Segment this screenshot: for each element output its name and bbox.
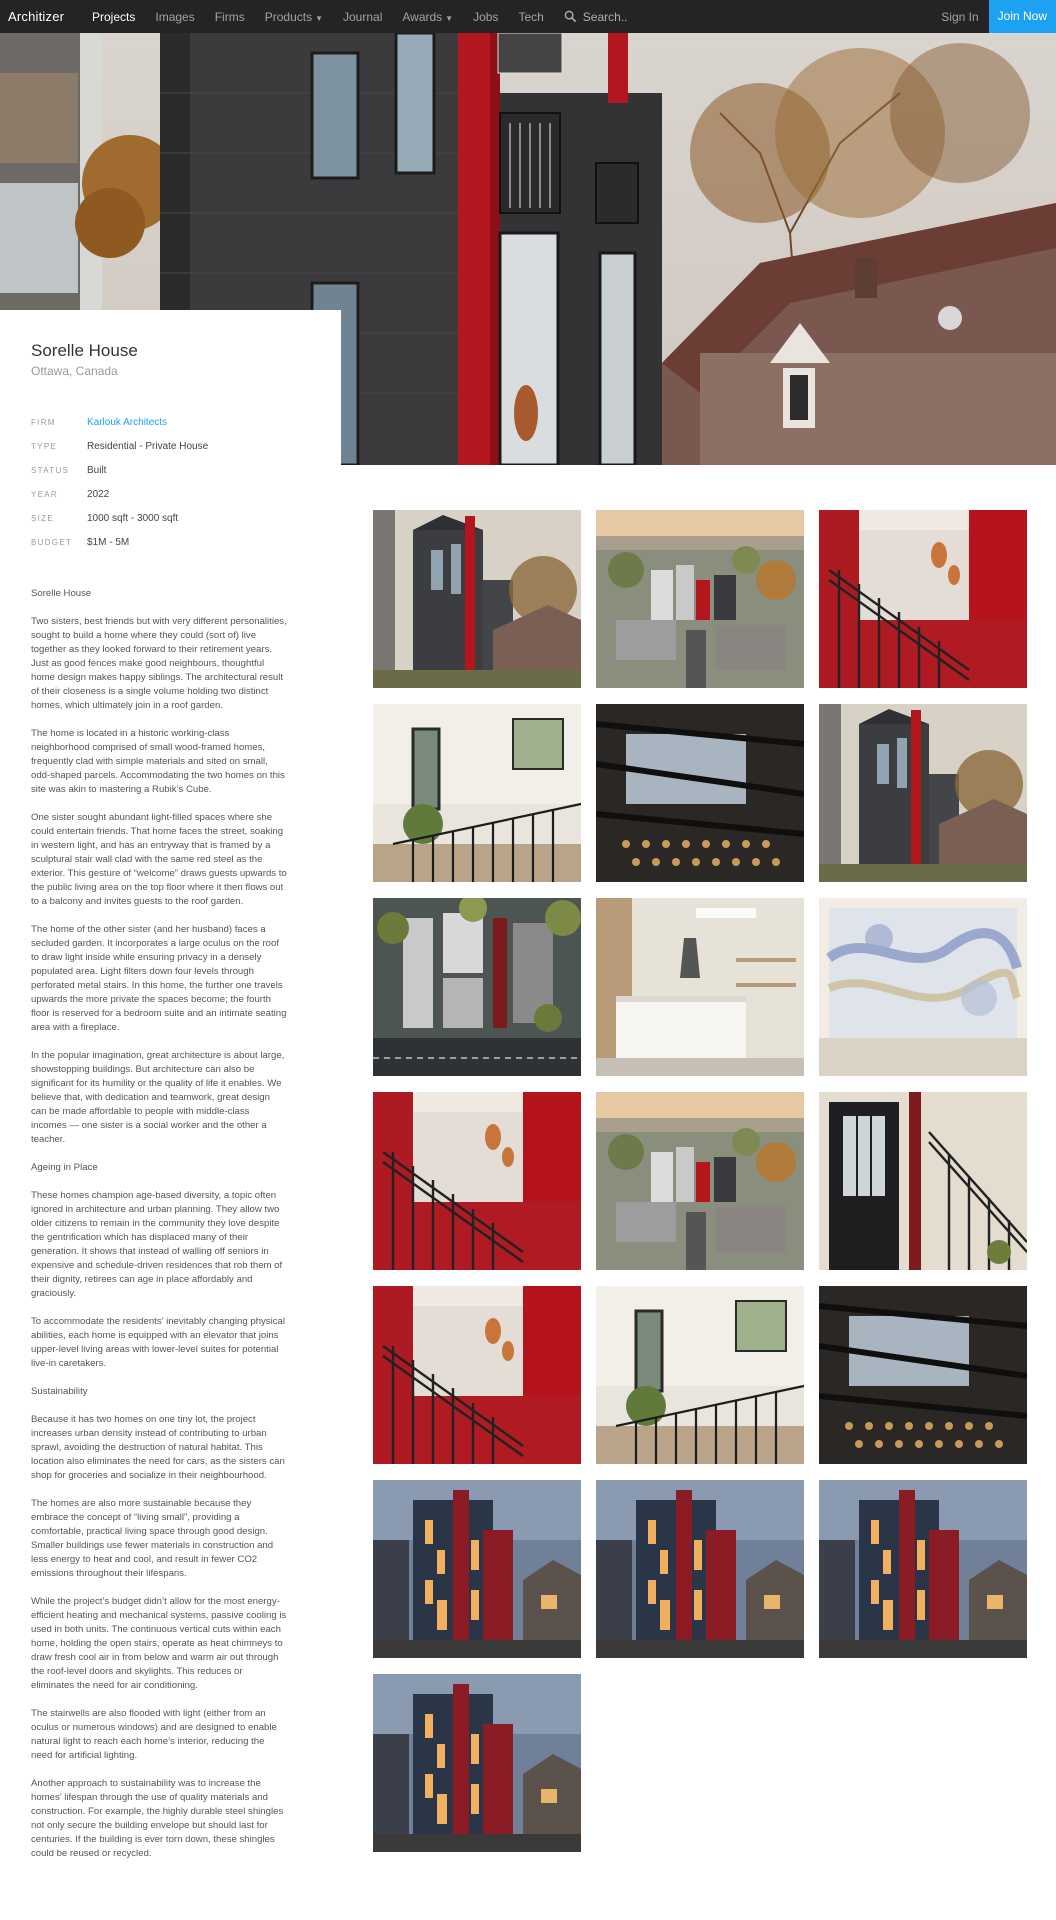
nav-item-tech[interactable] [518, 10, 543, 24]
nav-account [941, 0, 1056, 33]
meta-label: BUDGET [31, 537, 73, 547]
description-heading: Sorelle House [31, 588, 92, 599]
firm-link[interactable]: Karlouk Architects [87, 416, 168, 428]
top-nav [0, 0, 1056, 33]
photo-facade-dusk-2[interactable] [596, 1480, 804, 1658]
description-paragraph: These homes champion age-based diversity, a topic often ignored in architecture and urban planning. They allow two older citizens to remain in the community they love despite the gentrification which has displaced many of their generation. It shows that instead of walling off seniors in expensive and schedule-driven residences that rob them of their dignity, retirees can age in place affordably and graciously. [31, 1190, 283, 1299]
nav-item-label: Firms [214, 9, 245, 24]
description-paragraph: The stairwells are also flooded with light (either from an oculus or numerous windows) and are designed to enable natural light to reach each home’s interior, reducing the need for artificial lighting. [31, 1708, 277, 1761]
photo-aerial-neighborhood[interactable] [596, 510, 804, 688]
photo-image [373, 704, 581, 882]
description-paragraph: The home of the other sister (and her husband) faces a secluded garden. It incorporates a large oculus on the roof to draw light inside while ensuring privacy in a densely populated area. Light filters down four levels through perforated metal stairs. In this home, the further one travels upwards the more private the spaces become; the fourth floor is reserved for a bedroom suite and an intimate seating area with a fireplace. [31, 924, 287, 1033]
photo-stair-red-wall[interactable] [373, 1286, 581, 1464]
sign-in-link[interactable]: Sign In [941, 9, 979, 24]
description-paragraph: One sister sought abundant light-filled spaces where she could entertain friends. That home faces the street, soaking in western light, and has an entryway that is framed by a sculptural stair wall clad with the same red steel as the exterior. This gesture of “welcome” draws guests upwards to the public living area on the top floor where it then flows out to a balcony and invites guests to the roof garden. [31, 812, 287, 907]
photo-image [596, 898, 804, 1076]
photo-red-stair-wall[interactable] [819, 510, 1027, 688]
nav-item-journal[interactable] [343, 10, 382, 24]
photo-stair-shadow[interactable] [819, 1286, 1027, 1464]
nav-item-label: Jobs [473, 9, 499, 24]
photo-kitchen[interactable] [596, 898, 804, 1076]
photo-image [373, 510, 581, 688]
photo-wall-mural[interactable] [819, 898, 1027, 1076]
project-description [31, 587, 287, 1861]
nav-item-projects[interactable] [92, 10, 135, 24]
join-now-button[interactable]: Join Now [989, 0, 1056, 33]
nav-item-images[interactable] [155, 10, 194, 24]
description-paragraph: To accommodate the residents’ inevitably changing physical abilities, each home is equipped with an elevator that joins upper-level living areas with lower-level suites for potential live-in caretakers. [31, 1316, 286, 1369]
meta-label: FIRM [31, 417, 56, 427]
project-location: Ottawa, Canada [31, 364, 118, 378]
photo-image [373, 1480, 581, 1658]
photo-image [373, 1286, 581, 1464]
photo-image [819, 1286, 1027, 1464]
search-box[interactable] [564, 10, 703, 24]
photo-image [819, 1092, 1027, 1270]
photo-facade-dusk-4[interactable] [373, 1674, 581, 1852]
photo-image [596, 704, 804, 882]
photo-stair-landing[interactable] [373, 704, 581, 882]
nav-item-jobs[interactable] [473, 10, 498, 24]
photo-image [596, 1480, 804, 1658]
project-info-panel [0, 310, 341, 1920]
photo-facade-dusk-1[interactable] [373, 1480, 581, 1658]
photo-aerial-street[interactable] [596, 1092, 804, 1270]
nav-item-label: Tech [518, 9, 544, 24]
description-paragraph: Another approach to sustainability was to increase the homes’ lifespan through the use of quality materials and construction. For example, the highly durable steel shingles not only secure the building envelope but should last for centuries. If the building is ever torn down, these shingles could be reused or recycled. [31, 1778, 284, 1859]
photo-entry-door[interactable] [819, 1092, 1027, 1270]
meta-value: 2022 [87, 488, 110, 500]
description-paragraph: The homes are also more sustainable because they embrace the concept of “living small”, providing a comfortable, practical living space through good design. Smaller buildings use fewer materials in construction and less energy to heat and cool, and result in fewer CO2 emissions throughout their lifespans. [31, 1498, 274, 1579]
photo-image [596, 510, 804, 688]
photo-stair-window[interactable] [596, 1286, 804, 1464]
meta-value: Residential - Private House [87, 440, 209, 452]
meta-value: 1000 sqft - 3000 sqft [87, 512, 179, 524]
meta-row-type [31, 434, 341, 458]
nav-menu [72, 10, 544, 24]
description-paragraph: In the popular imagination, great architecture is about large, showstopping buildings. But architecture can also be significant for its humility or the quality of life it enables. We believe that, with dedication and teamwork, great design can be made affordable to people with middle-class incomes — one sister is a social worker and the other a teacher. [31, 1050, 285, 1145]
nav-item-label: Journal [343, 9, 383, 24]
meta-row-year [31, 482, 341, 506]
architizer-logo[interactable]: Architizer [8, 9, 65, 24]
photo-image [819, 898, 1027, 1076]
photo-image [596, 1286, 804, 1464]
photo-garden-facade[interactable] [819, 704, 1027, 882]
nav-item-label: Awards [402, 9, 443, 24]
meta-label: TYPE [31, 441, 58, 451]
nav-item-label: Products [264, 9, 313, 24]
nav-item-firms[interactable] [215, 10, 245, 24]
description-heading: Ageing in Place [31, 1162, 98, 1173]
meta-label: SIZE [31, 513, 54, 523]
photo-facade-day[interactable] [373, 510, 581, 688]
photo-perforated-stairs[interactable] [596, 704, 804, 882]
meta-value: $1M - 5M [87, 536, 130, 548]
photo-red-stair-seating[interactable] [373, 1092, 581, 1270]
description-paragraph: While the project’s budget didn’t allow for the most energy-efficient heating and mechanical systems, passive cooling is used in both units. The continuous vertical cuts within each home, holding the open stairs, operate as heat chimneys to draw fresh cool air in from below and warm air out through the roof-level doors and skylights. This reduces or eliminates the need for air conditioning. [31, 1596, 287, 1691]
meta-row-firm [31, 410, 341, 434]
photo-image [819, 1480, 1027, 1658]
meta-row-status [31, 458, 341, 482]
description-paragraph: Because it has two homes on one tiny lot, the project increases urban density instead of contributing to urban sprawl, avoiding the destruction of natural habitat. This location also eliminates the need for cars, as the sisters can shop for groceries and socialize in their neighbourhood. [31, 1414, 285, 1481]
caret-down-icon: ▼ [445, 13, 454, 23]
photo-top-down-aerial[interactable] [373, 898, 581, 1076]
meta-label: YEAR [31, 489, 58, 499]
photo-image [373, 1092, 581, 1270]
nav-item-awards[interactable] [402, 10, 453, 24]
meta-value: Built [87, 464, 107, 476]
search-icon [564, 10, 577, 23]
caret-down-icon: ▼ [315, 13, 323, 23]
photo-image [373, 1674, 581, 1852]
search-input[interactable] [583, 10, 703, 24]
photo-image [596, 1092, 804, 1270]
description-paragraph: Two sisters, best friends but with very different personalities, sought to build a home where they could (sort of) live together as they looked forward to their retirement years. Just as good fences make good neighbours, thoughtful home design makes happy siblings. The architectural result of their closeness is a single volume holding two distinct homes, which ultimately join in a roof garden. [31, 616, 287, 711]
description-heading: Sustainability [31, 1386, 88, 1397]
nav-item-label: Projects [92, 9, 136, 24]
photo-image [373, 898, 581, 1076]
photo-facade-dusk-3[interactable] [819, 1480, 1027, 1658]
meta-row-size [31, 506, 341, 530]
photo-image [819, 704, 1027, 882]
nav-item-products[interactable] [265, 10, 323, 24]
photo-image [819, 510, 1027, 688]
meta-label: STATUS [31, 465, 70, 475]
description-paragraph: The home is located in a historic working-class neighborhood comprised of small wood-framed homes, frequently clad with simple materials and sited on small, odd-shaped parcels. Accommodating the two homes on this site was akin to mastering a Rubik’s Cube. [31, 728, 285, 795]
meta-row-budget [31, 530, 341, 554]
project-meta [31, 410, 341, 554]
project-title: Sorelle House [31, 341, 138, 360]
nav-item-label: Images [155, 9, 195, 24]
